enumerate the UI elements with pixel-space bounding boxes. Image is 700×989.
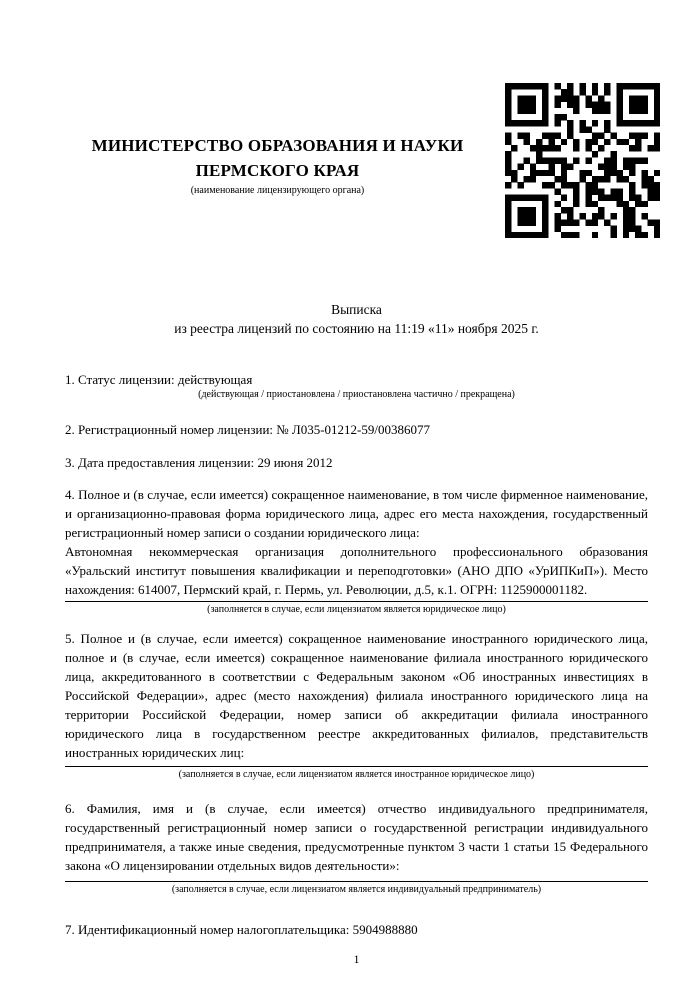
legal-entity-info-caption: (заполняется в случае, если лицензиатом является юридическое лицо) [207, 604, 506, 615]
item-legal-entity-info [65, 485, 648, 616]
item-license-status [65, 370, 648, 401]
item-individual-entrepreneur-info [65, 799, 648, 896]
individual-entrepreneur-info-label: 6. Фамилия, имя и (в случае, если имеется) отчество индивидуального предпринимателя, государственный регистрационный номер записи о государственной регистрации индивидуального предпринимателя, а также иные сведения, предусмотренные пунктом 3 части 1 статьи 15 Федерального закона «О лицензировании отдельных видов деятельности»: [65, 801, 648, 873]
org-name-caption: (наименование лицензирующего органа) [190, 185, 365, 196]
license-status-text: 1. Статус лицензии: действующая [65, 372, 253, 387]
item-foreign-entity-info [65, 629, 648, 781]
blank-fill-line [65, 881, 648, 882]
taxpayer-id-text: 7. Идентификационный номер налогоплательщика: 5904988880 [65, 922, 418, 937]
foreign-entity-info-label: 5. Полное и (в случае, если имеется) сокращенное наименование иностранного юридического лица, полное и (в случае, если имеется) сокращенное наименование филиала иностранного юридического лица, аккредитованного в соответствии с Федеральным законом «Об иностранных инвестициях в Российской Федерации», адрес (место нахождения) филиала иностранного юридического лица на территории Российской Федерации, номер записи об аккредитации филиала иностранного юридического лица в государственном реестре аккредитованных филиалов, представительств иностранных юридических лиц: [65, 631, 648, 760]
org-name [65, 133, 490, 183]
item-license-grant-date [65, 453, 648, 472]
registration-number-text: 2. Регистрационный номер лицензии: № Л035-01212-59/00386077 [65, 422, 431, 437]
document-title-line2: из реестра лицензий по состоянию на 11:19 «11» ноября 2025 г. [174, 321, 539, 336]
document-title [65, 300, 648, 338]
legal-entity-info-value: Автономная некоммерческая организация дополнительного профессионального образования «Уральский институт повышения квалификации и переподготовки» (АНО ДПО «УрИПКиП»). Место нахождения: 614007, Пермский край, г. Пермь, ул. Революции, д.5, к.1. ОГРН: 1125900001182. [65, 544, 648, 597]
qr-code-image [505, 83, 660, 238]
licensing-authority-header [65, 133, 490, 197]
individual-entrepreneur-info-caption: (заполняется в случае, если лицензиатом является индивидуальный предприниматель) [171, 884, 542, 895]
page-number: 1 [353, 952, 360, 966]
item-registration-number [65, 420, 648, 439]
org-name-line2: ПЕРМСКОГО КРАЯ [195, 161, 360, 180]
foreign-entity-info-caption: (заполняется в случае, если лицензиатом является иностранное юридическое лицо) [178, 769, 535, 780]
org-name-line1: МИНИСТЕРСТВО ОБРАЗОВАНИЯ И НАУКИ [91, 136, 464, 155]
blank-fill-line [65, 766, 648, 767]
license-grant-date-text: 3. Дата предоставления лицензии: 29 июня 2012 [65, 455, 333, 470]
item-taxpayer-id [65, 920, 648, 939]
legal-entity-info-label: 4. Полное и (в случае, если имеется) сокращенное наименование, в том числе фирменное наименование, и организационно-правовая форма юридического лица, адрес его места нахождения, государственный регистрационный номер записи о создании юридического лица: [65, 487, 648, 540]
license-status-caption: (действующая / приостановлена / приостановлена частично / прекращена) [198, 389, 515, 400]
qr-code [505, 83, 660, 238]
document-title-line1: Выписка [331, 302, 382, 317]
blank-fill-line [65, 601, 648, 602]
